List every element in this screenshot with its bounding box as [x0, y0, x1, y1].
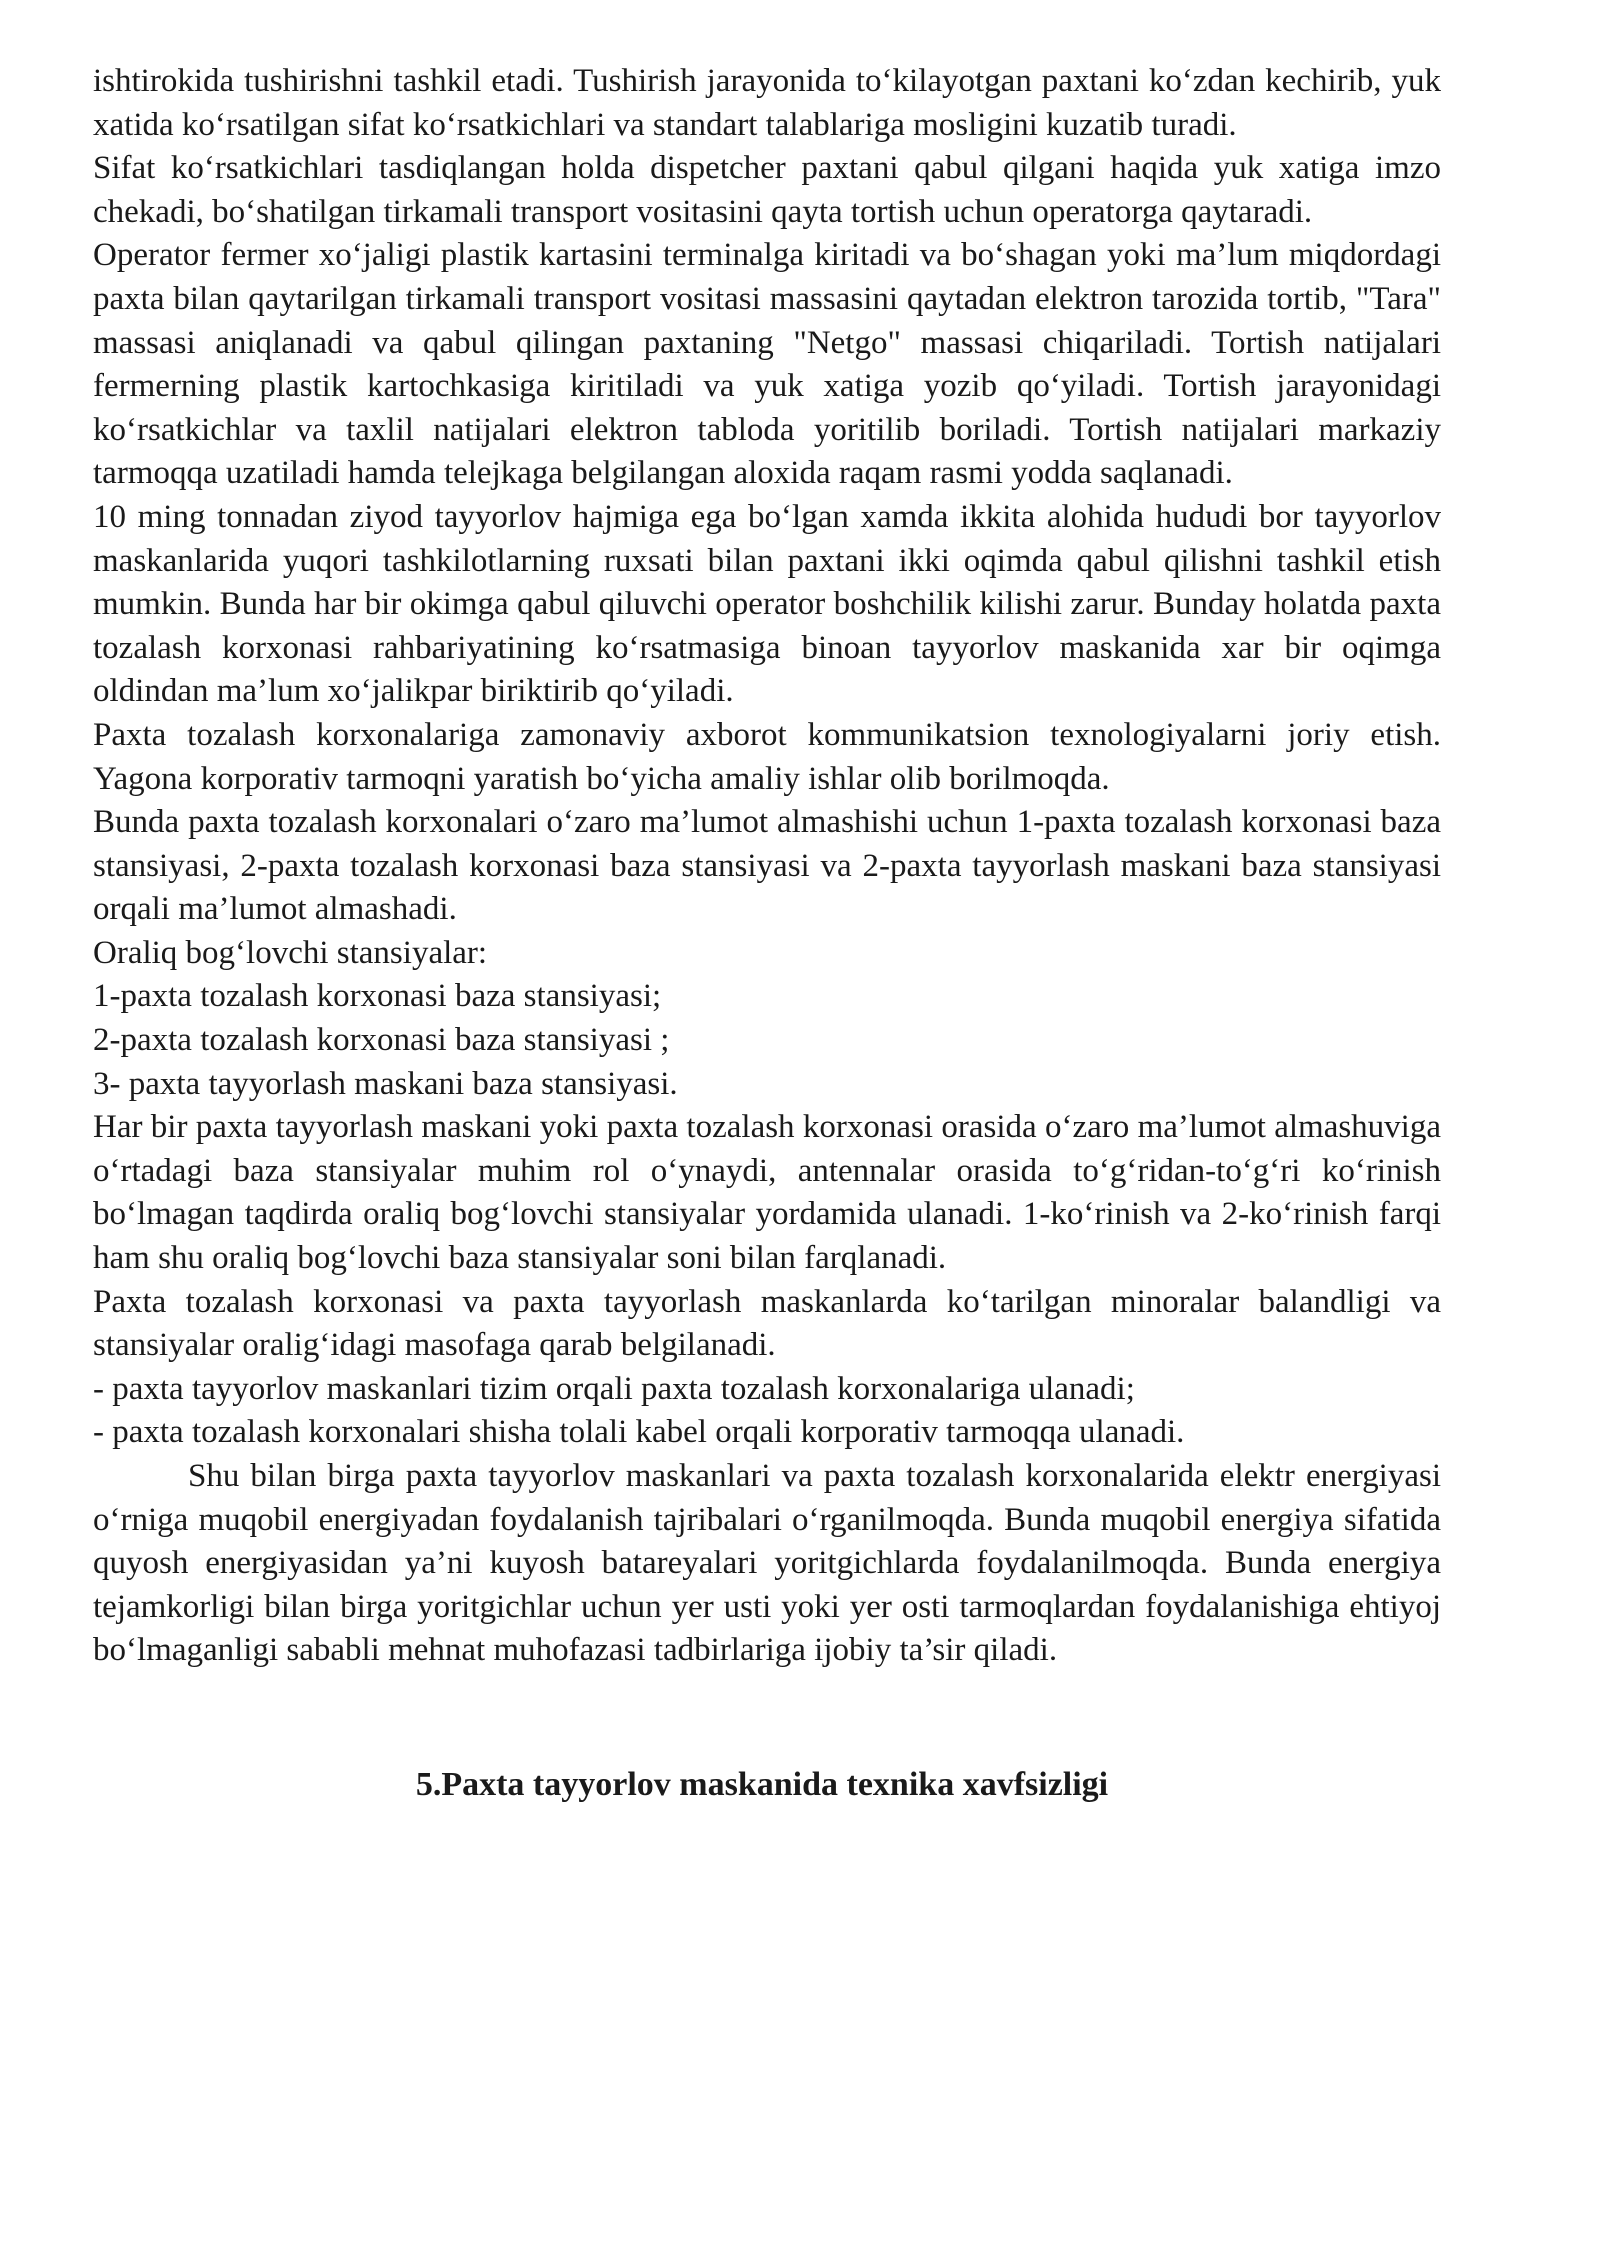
- paragraph-quality-dispatcher: Sifat ko‘rsatkichlari tasdiqlangan holda dispetcher paxtani qabul qilgani haqida yuk xatiga imzo chekadi, bo‘shatilgan tirkamali transport vositasini qayta tortish uchun operatorga qaytaradi.: [93, 150, 1441, 230]
- dash-item: - paxta tozalash korxonalari shisha tolali kabel orqali korporativ tarmoqqa ulanadi.: [93, 1414, 1185, 1451]
- list-intro: Oraliq bog‘lovchi stansiyalar:: [93, 934, 488, 971]
- paragraph-operator-weighing: Operator fermer xo‘jaligi plastik kartasini terminalga kiritadi va bo‘shagan yoki ma’lum miqdordagi paxta bilan qaytarilgan tirkamali transport vositasi massasini qaytadan elektron tarozida tortib, "Tara" massasi aniqlanadi va qabul qilingan paxtaning "Netgo" massasi chiqariladi. Tortish natijalari fermerning plastik kartochkasiga kiritiladi va yuk xatiga yozib qo‘yiladi. Tortish jarayonidagi ko‘rsatkichlar va taxlil natijalari elektron tabloda yoritilib boriladi. Tortish natijalari markaziy tarmoqqa uzatiladi hamda telejkaga belgilangan aloxida raqam rasmi yodda saqlanadi.: [93, 237, 1441, 492]
- paragraph-two-streams: 10 ming tonnadan ziyod tayyorlov hajmiga ega bo‘lgan xamda ikkita alohida hududi bor tayyorlov maskanlarida yuqori tashkilotlarning ruxsati bilan paxtani ikki oqimda qabul qilishni tashkil etish mumkin. Bunda har bir okimga qabul qiluvchi operator boshchilik kilishi zarur. Bunday holatda paxta tozalash korxonasi rahbariyatining ko‘rsatmasiga binoan tayyorlov maskanida xar bir oqimga oldindan ma’lum xo‘jalikpar biriktirib qo‘yiladi.: [93, 498, 1441, 710]
- paragraph-relay-stations: Har bir paxta tayyorlash maskani yoki paxta tozalash korxonasi orasida o‘zaro ma’lumot almashuviga o‘rtadagi baza stansiyalar muhim rol o‘ynaydi, antennalar orasida to‘g‘ridan-to‘g‘ri ko‘rinish bo‘lmagan taqdirda oraliq bog‘lovchi stansiyalar yordamida ulanadi. 1-ko‘rinish va 2-ko‘rinish farqi ham shu oraliq bog‘lovchi baza stansiyalar soni bilan farqlanadi.: [93, 1109, 1441, 1277]
- paragraph-tower-height: Paxta tozalash korxonasi va paxta tayyorlash maskanlarda ko‘tarilgan minoralar balandligi va stansiyalar oralig‘idagi masofaga qarab belgilanadi.: [93, 1283, 1441, 1364]
- dash-item: - paxta tayyorlov maskanlari tizim orqali paxta tozalash korxonalariga ulanadi;: [93, 1370, 1135, 1407]
- list-item: 1-paxta tozalash korxonasi baza stansiyasi;: [93, 978, 662, 1015]
- paragraph-base-stations: Bunda paxta tozalash korxonalari o‘zaro ma’lumot almashishi uchun 1-paxta tozalash korxonasi baza stansiyasi, 2-paxta tozalash korxonasi baza stansiyasi va 2-paxta tayyorlash maskani baza stansiyasi orqali ma’lumot almashadi.: [93, 804, 1441, 928]
- list-item: 2-paxta tozalash korxonasi baza stansiyasi ;: [93, 1022, 670, 1059]
- section-heading: 5.Paxta tayyorlov maskanida texnika xavfsizligi: [415, 1765, 1109, 1803]
- document-page: [93, 60, 1441, 1807]
- paragraph-ict-introduction: Paxta tozalash korxonalariga zamonaviy axborot kommunikatsion texnologiyalarni joriy etish. Yagona korporativ tarmoqni yaratish bo‘yicha amaliy ishlar olib borilmoqda.: [93, 716, 1441, 797]
- paragraph-alternative-energy: Shu bilan birga paxta tayyorlov maskanlari va paxta tozalash korxonalarida elektr energiyasi o‘rniga muqobil energiyadan foydalanish tajribalari o‘rganilmoqda. Bunda muqobil energiya sifatida quyosh energiyasidan ya’ni kuyosh batareyalari yoritgichlarda foydalanilmoqda. Bunda energiya tejamkorligi bilan birga yoritgichlar uchun yer usti yoki yer osti tarmoqlardan foydalanishiga ehtiyoj bo‘lmaganligi sababli mehnat muhofazasi tadbirlariga ijobiy ta’sir qiladi.: [93, 1458, 1441, 1669]
- list-item: 3- paxta tayyorlash maskani baza stansiyasi.: [93, 1065, 678, 1102]
- paragraph-unloading: ishtirokida tushirishni tashkil etadi. Tushirish jarayonida to‘kilayotgan paxtani ko‘zdan kechirib, yuk xatida ko‘rsatilgan sifat ko‘rsatkichlari va standart talablariga mosligini kuzatib turadi.: [93, 63, 1441, 143]
